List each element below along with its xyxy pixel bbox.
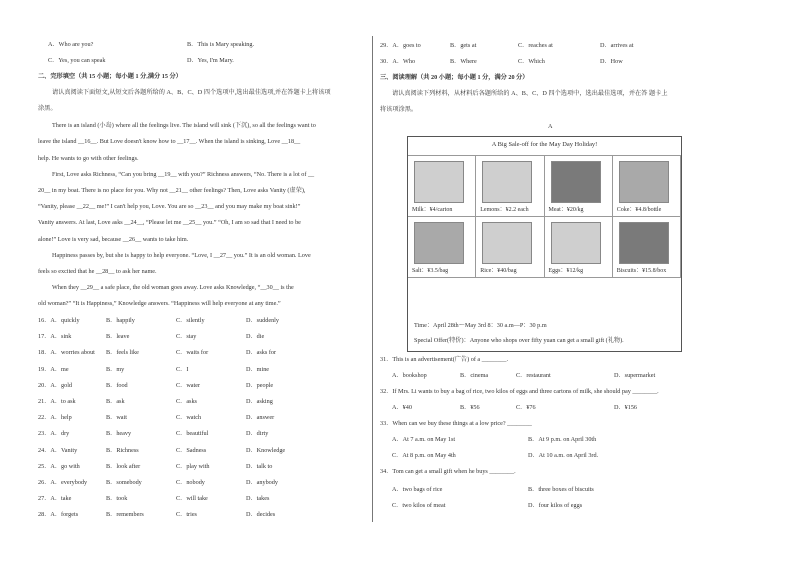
answer-option: A．two bags of rice (392, 486, 443, 493)
answer-option: B．remembers (106, 511, 144, 519)
question-number-option: 21．A．to ask (38, 398, 76, 405)
answer-option: B．leave (106, 333, 130, 341)
question-number-option: 17．A．sink (38, 333, 72, 341)
question-stem: 33．When can we buy these things at a low price? ________ (380, 420, 532, 427)
product-price-label: Milk：¥4/carton (412, 207, 453, 213)
passage-line: First, Love asks Richness, “Can you bring __19__ with you?” Richness answers, “No. There is a lot of __ (52, 171, 315, 178)
answer-option: D．mine (246, 365, 270, 373)
product-cell (613, 156, 681, 217)
answer-option: C．Yes, you can speak (48, 57, 106, 64)
answer-option: C．tries (176, 511, 197, 519)
answer-option: D．asking (246, 398, 273, 405)
product-cell (545, 217, 613, 278)
answer-option: B．wait (106, 414, 127, 422)
answer-option: C．beautiful (176, 430, 209, 438)
answer-option: B．cinema (460, 372, 489, 379)
answer-option: C．silently (176, 317, 205, 324)
salt-bag-icon (414, 222, 464, 264)
product-cell (408, 156, 476, 217)
answer-option: C．stay (176, 333, 197, 341)
cola-bottle-icon (619, 161, 669, 203)
answer-option: B．three boxes of biscuits (528, 486, 594, 493)
question-number-option: 22．A．help (38, 414, 72, 422)
answer-option: C．Which (518, 58, 545, 65)
passage-line: help. He wants to go with other feelings. (38, 155, 139, 162)
question-number-option: 26．A．everybody (38, 479, 88, 486)
sale-advertisement-table (407, 136, 682, 352)
answer-option: D．Knowledge (246, 446, 286, 454)
answer-option: B．happily (106, 317, 135, 324)
answer-option: B．feels like (106, 349, 139, 357)
answer-option: C．water (176, 381, 201, 389)
question-number-option: 19．A．me (38, 365, 69, 373)
answer-option: D．asks for (246, 349, 277, 357)
answer-option: D．supermarket (614, 372, 656, 379)
answer-option: C．restaurant (516, 372, 551, 379)
answer-option: D．At 10 a.m. on April 3rd. (528, 452, 599, 459)
passage-line: alone!” Love is very sad, because __26__ wants to take him. (38, 236, 189, 243)
question-number-option: 25．A．go with (38, 462, 80, 470)
question-number-option: 20．A．gold (38, 381, 73, 389)
passage-line: Vanity answers. At last, Love asks __24__, “Please let me __25__ you.” “Oh, I am so sad that I need to be (38, 219, 301, 226)
passage-line: 20__ in my boat. There is no place for you. Why not __21__ other feelings? Then, Love asks Vanity (虚荣), (38, 187, 306, 194)
answer-option: D．die (246, 333, 265, 341)
section-title-cloze: 二、完形填空（共 15 小题；每小题 1 分,满分 15 分） (38, 73, 182, 80)
product-price-label: Biscuits：¥15.8/box (616, 268, 667, 274)
answer-option: D．answer (246, 414, 275, 422)
answer-option: D．anybody (246, 479, 278, 486)
question-number-option: 18．A．worries about (38, 349, 95, 357)
eggs-icon (551, 222, 601, 264)
answer-option: D．¥156 (614, 404, 638, 411)
answer-option: 30．A．Who (380, 58, 416, 65)
product-cell (613, 217, 681, 278)
answer-option: C．At 8 p.m. on May 4th (392, 452, 456, 459)
answer-option: D．people (246, 381, 274, 389)
answer-option: C．waits for (176, 349, 209, 357)
answer-option: B．look after (106, 462, 141, 470)
passage-line: When they __29__ a safe place, the old woman goes away. Love asks Knowledge, “__30__ is the (52, 284, 294, 291)
question-stem: 31．This is an advertisement(广告) of a ________. (380, 356, 509, 363)
answer-option: C．¥76 (516, 404, 536, 411)
answer-option: B．took (106, 495, 128, 503)
answer-option: B．gets at (450, 42, 477, 49)
passage-line: feels so excited that he __28__ to ask her name. (38, 268, 157, 275)
answer-option: C．reaches at (518, 42, 553, 49)
section-title-reading: 三、阅读理解（共 20 小题；每小题 1 分，满分 20 分） (380, 74, 529, 81)
column-divider (372, 36, 373, 522)
answer-option: B．food (106, 381, 128, 389)
sale-time: Time：April 28th～May 3rd 8：30 a.m—P：30 p.m (414, 322, 547, 329)
product-price-label: Salt：¥3.5/bag (412, 268, 449, 274)
instruction-text: 涂黑。 (38, 105, 57, 112)
answer-option: B．Where (450, 58, 477, 65)
answer-option: D．How (600, 58, 623, 65)
biscuit-box-icon (619, 222, 669, 264)
question-number-option: 16．A．quickly (38, 317, 80, 324)
question-number-option: 23．A．dry (38, 430, 70, 438)
answer-option: D．decides (246, 511, 276, 519)
answer-option: B．¥56 (460, 404, 480, 411)
instruction-text: 将该项涂黑。 (380, 106, 418, 113)
product-price-label: Lemons：¥2.2 each (480, 207, 529, 213)
answer-option: C．I (176, 365, 189, 373)
product-price-label: Rice：¥40/bag (480, 268, 517, 274)
answer-option: 29．A．goes to (380, 42, 421, 49)
passage-line: There is an island (小岛) where all the feelings live. The island will sink (下沉), so all the feelings want to (52, 122, 316, 129)
ad-title: A Big Sale-off for the May Day Holiday! (491, 141, 598, 148)
answer-option: D．takes (246, 495, 270, 503)
answer-option: C．play with (176, 462, 210, 470)
answer-option: C．nobody (176, 479, 205, 486)
answer-option: D．suddenly (246, 317, 279, 324)
answer-option: C．asks (176, 398, 197, 405)
passage-line: leave the island __16__. But Love doesn't know how to __17__. When the island is sinking, Love __18__ (38, 138, 301, 145)
answer-option: C．Sadness (176, 446, 207, 454)
answer-option: B．ask (106, 398, 125, 405)
answer-option: A．At 7 a.m. on May 1st (392, 436, 456, 443)
milk-carton-icon (414, 161, 464, 203)
question-stem: 32．If Mrs. Li wants to buy a bag of rice, two kilos of eggs and three cartons of milk, she should pay ________. (380, 388, 659, 395)
product-price-label: Coke：¥4.8/bottle (616, 207, 662, 213)
answer-option: D．dirty (246, 430, 269, 438)
product-cell (545, 156, 613, 217)
question-number-option: 27．A．take (38, 495, 72, 503)
answer-option: C．watch (176, 414, 202, 422)
answer-option: D．arrives at (600, 42, 634, 49)
product-cell (476, 156, 544, 217)
answer-option: A．¥40 (392, 404, 412, 411)
rice-bag-icon (482, 222, 532, 264)
product-price-label: Meat：¥20/kg (548, 207, 584, 213)
question-stem: 34．Tom can get a small gift when he buys ________. (380, 468, 516, 475)
passage-line: Happiness passes by, but she is happy to help everyone. “Love, I __27__ you.” It is an old woman. Love (52, 252, 311, 259)
answer-option: C．two kilos of meat (392, 502, 446, 509)
question-number-option: 28．A．forgets (38, 511, 79, 519)
product-cell (408, 217, 476, 278)
answer-option: B．This is Mary speaking. (187, 41, 255, 48)
instruction-text: 请认真阅读下列材料，从材料后各题所给的 A、B、C、D 四个选项中，选出最佳选项，并在答 题卡上 (392, 90, 668, 97)
special-offer: Special Offer(特价)：Anyone who shops over fifty yuan can get a small gift (礼物). (414, 337, 624, 344)
lemon-icon (482, 161, 532, 203)
product-cell (476, 217, 544, 278)
meat-icon (551, 161, 601, 203)
passage-line: “Vanity, please __22__ me!” I can't help you, Love. You are so __23__ and you may make my boat sink!” (38, 203, 301, 210)
answer-option: B．Richness (106, 446, 139, 454)
instruction-text: 请认真阅读下面短文,从短文后各题所给的 A、B、C、D 四个选项中,选出最佳选项,并在答题卡上将该项 (52, 89, 331, 96)
product-price-label: Eggs：¥12/kg (548, 268, 584, 274)
passage-label: A (548, 123, 553, 130)
answer-option: D．talk to (246, 462, 273, 470)
answer-option: B．my (106, 365, 125, 373)
answer-option: A．bookshop (392, 372, 427, 379)
answer-option: D．Yes, I'm Mary. (187, 57, 234, 64)
answer-option: D．four kilos of eggs (528, 502, 583, 509)
answer-option: B．At 9 p.m. on April 30th (528, 436, 597, 443)
answer-option: A．Who are you? (48, 41, 94, 48)
passage-line: old woman?” “It is Happiness,” Knowledge answers. “Happiness will help everyone at any time.” (38, 300, 281, 307)
question-number-option: 24．A．Vanity (38, 446, 78, 454)
answer-option: B．heavy (106, 430, 132, 438)
answer-option: B．somebody (106, 479, 142, 486)
answer-option: C．will take (176, 495, 208, 503)
